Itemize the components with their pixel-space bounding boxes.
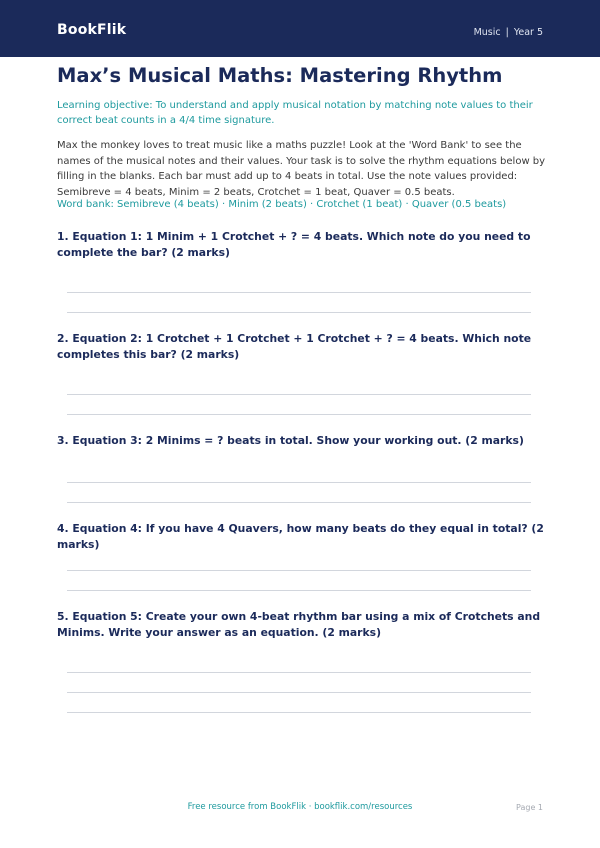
brand-logo: BookFlik bbox=[57, 22, 127, 38]
answer-line[interactable] bbox=[67, 502, 531, 503]
page-number: Page 1 bbox=[516, 803, 543, 812]
answer-line[interactable] bbox=[67, 394, 531, 395]
answer-line[interactable] bbox=[67, 312, 531, 313]
answer-line[interactable] bbox=[67, 590, 531, 591]
footer-credit: Free resource from BookFlik · bookflik.com/resources bbox=[187, 802, 413, 812]
subject-breadcrumb bbox=[474, 27, 543, 38]
answer-line[interactable] bbox=[67, 712, 531, 713]
answer-line[interactable] bbox=[67, 482, 531, 483]
answer-line[interactable] bbox=[67, 570, 531, 571]
question-1: 1. Equation 1: 1 Minim + 1 Crotchet + ? = 4 beats. Which note do you need to complete the bar? (2 marks) bbox=[57, 230, 531, 259]
subject-label: Music bbox=[473, 27, 501, 38]
header-bar bbox=[0, 0, 600, 57]
word-bank: Word bank: Semibreve (4 beats) · Minim (2 beats) · Crotchet (1 beat) · Quaver (0.5 beats) bbox=[57, 199, 507, 210]
intro-paragraph: Max the monkey loves to treat music like a maths puzzle! Look at the 'Word Bank' to see the names of the musical notes and their values. Your task is to solve the rhythm equations below by filling in the blanks. Each bar must add up to 4 beats in total. Use the note values provided: Semibreve = 4 beats, Minim = 2 beats, Crotchet = 1 beat, Quaver = 0.5 beats. bbox=[57, 140, 546, 198]
question-3: 3. Equation 3: 2 Minims = ? beats in total. Show your working out. (2 marks) bbox=[57, 434, 524, 447]
question-4: 4. Equation 4: If you have 4 Quavers, how many beats do they equal in total? (2 marks) bbox=[57, 522, 544, 551]
question-5: 5. Equation 5: Create your own 4-beat rhythm bar using a mix of Crotchets and Minims. Write your answer as an equation. (2 marks) bbox=[57, 610, 541, 639]
learning-objective: Learning objective: To understand and apply musical notation by matching note values to their correct beat counts in a 4/4 time signature. bbox=[57, 100, 533, 126]
answer-line[interactable] bbox=[67, 292, 531, 293]
year-label: Year 5 bbox=[513, 27, 543, 38]
breadcrumb-separator: | bbox=[505, 27, 509, 38]
answer-line[interactable] bbox=[67, 672, 531, 673]
question-2: 2. Equation 2: 1 Crotchet + 1 Crotchet + 1 Crotchet + ? = 4 beats. Which note completes this bar? (2 marks) bbox=[57, 332, 532, 361]
worksheet-title: Max’s Musical Maths: Mastering Rhythm bbox=[57, 64, 503, 87]
answer-line[interactable] bbox=[67, 414, 531, 415]
answer-line[interactable] bbox=[67, 692, 531, 693]
